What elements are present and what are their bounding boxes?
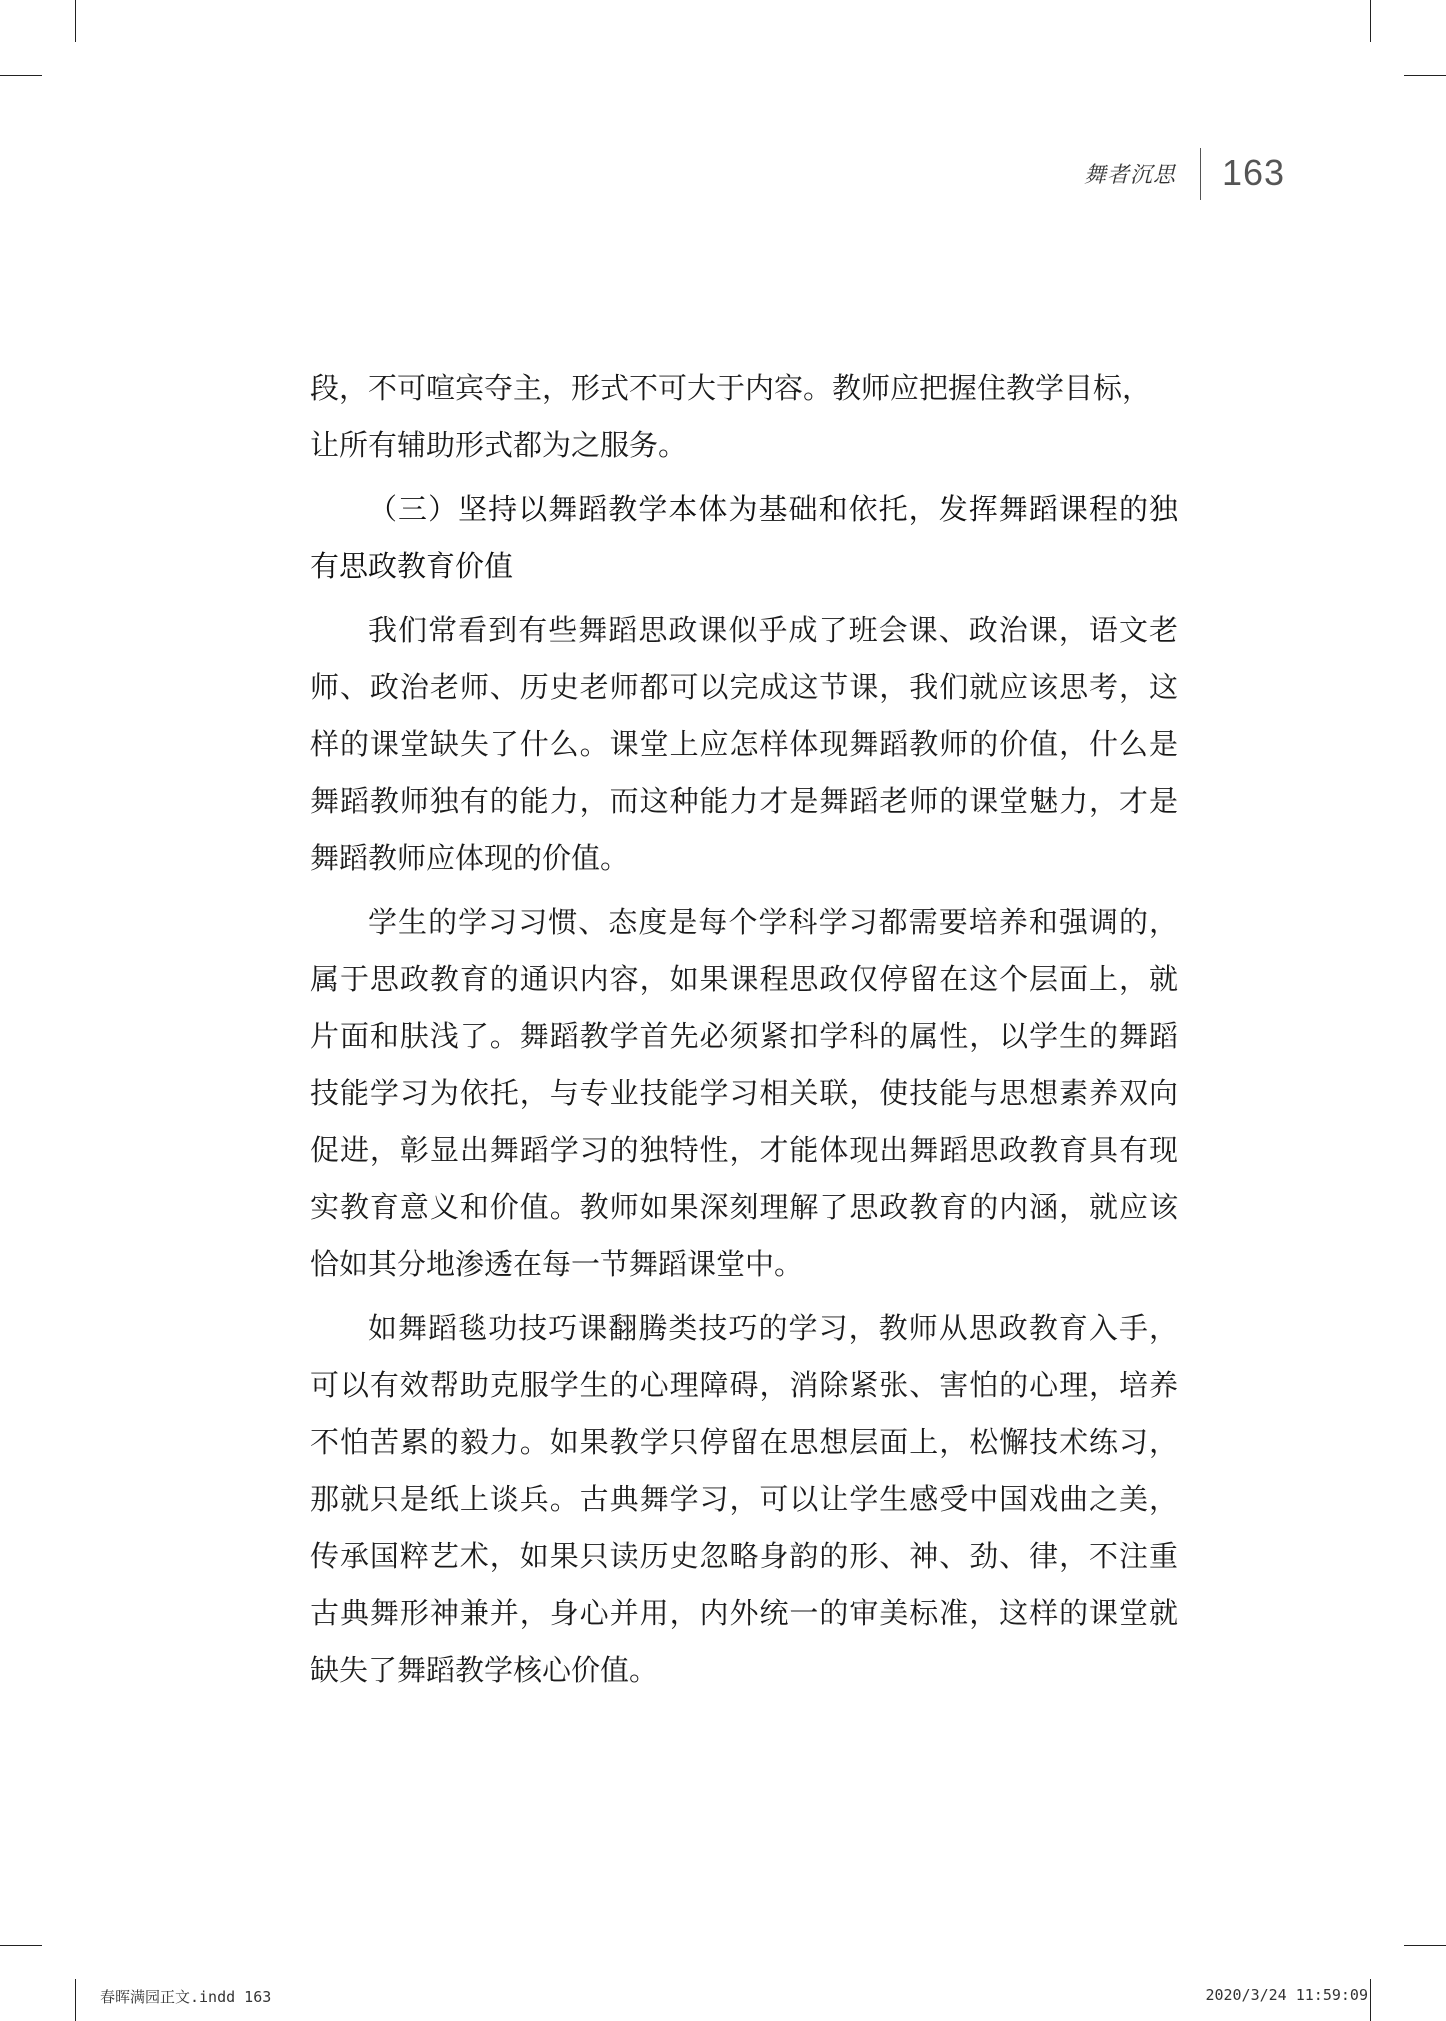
- crop-mark-bottom-left: [75, 1979, 76, 2021]
- page-number: 163: [1222, 152, 1286, 193]
- paragraph-line: 段，不可喧宾夺主，形式不可大于内容。教师应把握住教学目标，: [310, 371, 1152, 405]
- print-slug-file: 春晖满园正文.indd 163: [100, 1988, 272, 2006]
- print-slug-date: 2020/3/24 11:59:09: [1205, 1986, 1368, 2004]
- header-divider: [1200, 148, 1201, 200]
- section-heading: （三）坚持以舞蹈教学本体为基础和依托，发挥舞蹈课程的独有思政教育价值: [310, 492, 1178, 583]
- running-header: [1000, 148, 1300, 208]
- body-text: [310, 360, 1178, 1699]
- paragraph-continuation: [310, 360, 1178, 474]
- running-header-title: 舞者沉思: [1083, 163, 1176, 188]
- crop-mark-bottom-right: [1370, 1979, 1371, 2021]
- crop-mark-top-right-h: [1404, 75, 1446, 76]
- paragraph: 学生的学习习惯、态度是每个学科学习都需要培养和强调的，属于思政教育的通识内容，如果课程思政仅停留在这个层面上，就片面和肤浅了。舞蹈教学首先必须紧扣学科的属性，以学生的舞蹈技能学习为依托，与专业技能学习相关联，使技能与思想素养双向促进，彰显出舞蹈学习的独特性，才能体现出舞蹈思政教育具有现实教育意义和价值。教师如果深刻理解了思政教育的内涵，就应该恰如其分地渗透在每一节舞蹈课堂中。: [310, 905, 1178, 1281]
- crop-mark-bottom-left-h: [0, 1945, 42, 1946]
- crop-mark-bottom-right-h: [1404, 1945, 1446, 1946]
- crop-mark-top-left: [75, 0, 76, 42]
- crop-mark-top-left-h: [0, 75, 42, 76]
- paragraph-line: 让所有辅助形式都为之服务。: [310, 428, 688, 462]
- paragraph: 我们常看到有些舞蹈思政课似乎成了班会课、政治课，语文老师、政治老师、历史老师都可以完成这节课，我们就应该思考，这样的课堂缺失了什么。课堂上应怎样体现舞蹈教师的价值，什么是舞蹈教师独有的能力，而这种能力才是舞蹈老师的课堂魅力，才是舞蹈教师应体现的价值。: [310, 613, 1178, 875]
- crop-mark-top-right: [1370, 0, 1371, 42]
- paragraph: 如舞蹈毯功技巧课翻腾类技巧的学习，教师从思政教育入手，可以有效帮助克服学生的心理障碍，消除紧张、害怕的心理，培养不怕苦累的毅力。如果教学只停留在思想层面上，松懈技术练习，那就只是纸上谈兵。古典舞学习，可以让学生感受中国戏曲之美，传承国粹艺术，如果只读历史忽略身韵的形、神、劲、律，不注重古典舞形神兼并，身心并用，内外统一的审美标准，这样的课堂就缺失了舞蹈教学核心价值。: [310, 1311, 1178, 1687]
